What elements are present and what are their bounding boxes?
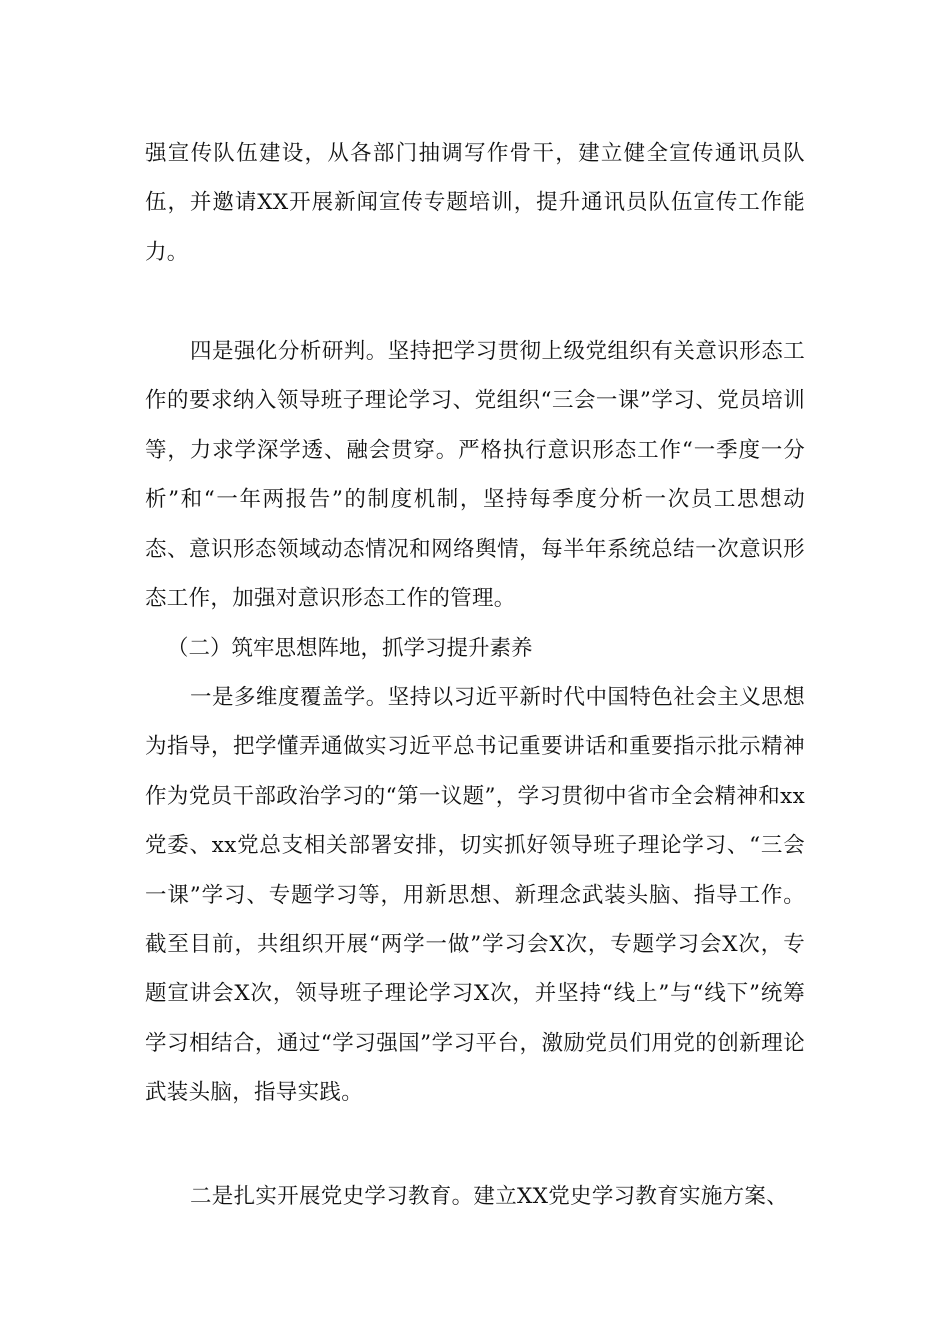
section-heading-2: （二）筑牢思想阵地，抓学习提升素养 xyxy=(167,636,533,661)
paragraph-publicity-team: 强宣传队伍建设，从各部门抽调写作骨干，建立健全宣传通讯员队伍，并邀请XX开展新闻宣传专题培训，提升通讯员队伍宣传工作能力。 xyxy=(145,141,805,265)
paragraph-analysis-judgment: 四是强化分析研判。坚持把学习贯彻上级党组织有关意识形态工作的要求纳入领导班子理论学习、党组织“三会一课”学习、党员培训等，力求学深学透、融会贯穿。严格执行意识形态工作“一季度一分析”和“一年两报告”的制度机制，坚持每季度分析一次员工思想动态、意识形态领域动态情况和网络舆情，每半年系统总结一次意识形态工作，加强对意识形态工作的管理。 xyxy=(145,339,805,612)
paragraph-multidimensional-study: 一是多维度覆盖学。坚持以习近平新时代中国特色社会主义思想为指导，把学懂弄通做实习近平总书记重要讲话和重要指示批示精神作为党员干部政治学习的“第一议题”，学习贯彻中省市全会精神和xx党委、xx党总支相关部署安排，切实抓好领导班子理论学习、“三会一课”学习、专题学习等，用新思想、新理念武装头脑、指导工作。截至目前，共组织开展“两学一做”学习会X次，专题学习会X次，专题宣讲会X次，领导班子理论学习X次，并坚持“线上”与“线下”统筹学习相结合，通过“学习强国”学习平台，激励党员们用党的创新理论武装头脑，指导实践。 xyxy=(145,685,805,1106)
paragraph-party-history-education: 二是扎实开展党史学习教育。建立XX党史学习教育实施方案、 xyxy=(190,1184,789,1209)
